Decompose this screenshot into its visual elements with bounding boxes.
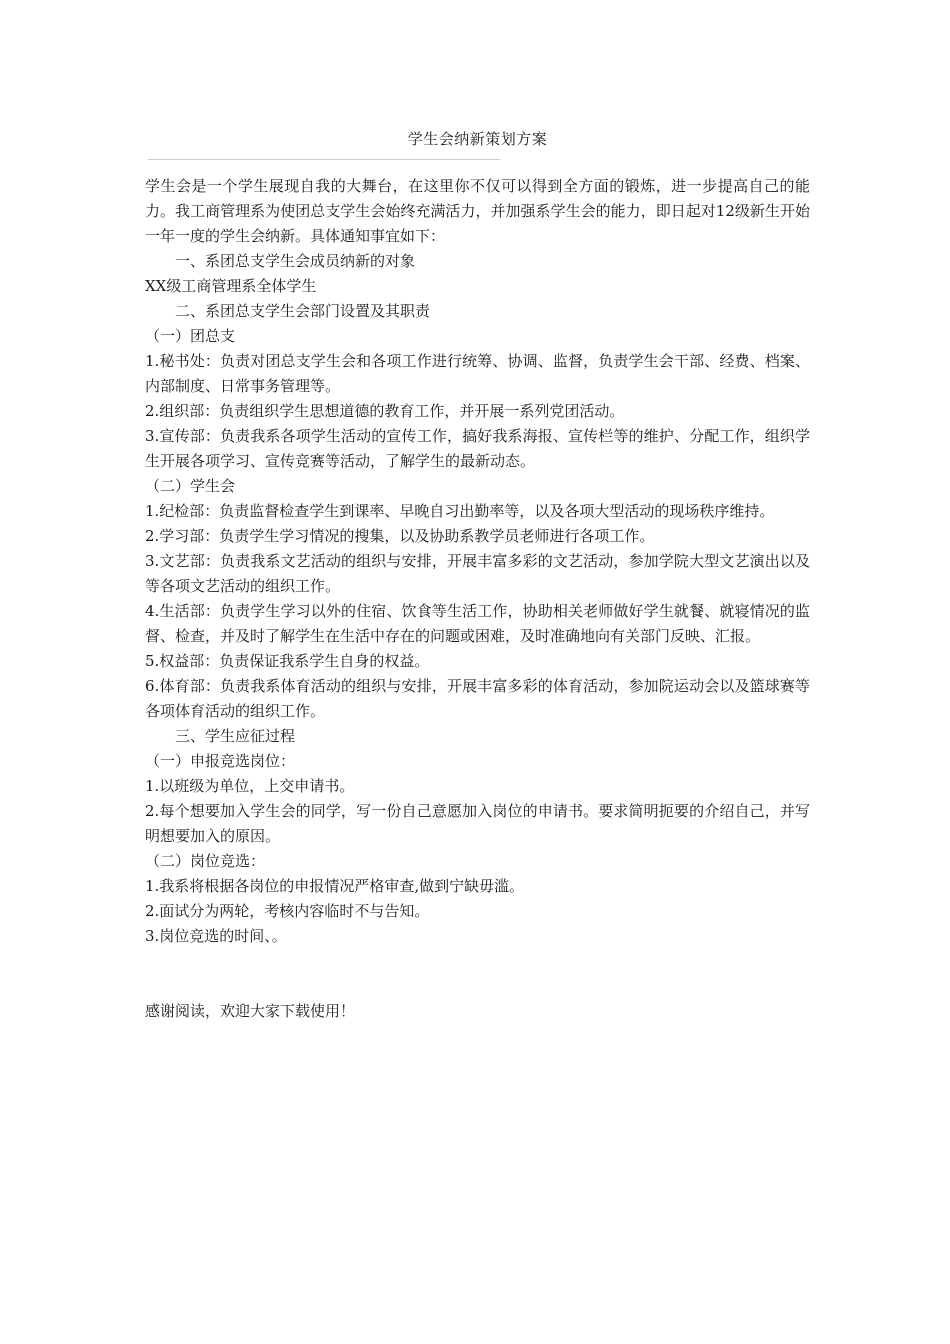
subsection-heading: （一）团总支 [145,327,236,345]
list-item: 2.学习部：负责学生学习情况的搜集，以及协助系教学员老师进行各项工作。 [145,527,655,545]
list-item: 3.宣传部：负责我系各项学生活动的宣传工作，搞好我系海报、宣传栏等的维护、分配工作，组织学生开展各项学习、宣传竞赛等活动，了解学生的最新动态。 [145,427,810,470]
list-item: 1.我系将根据各岗位的申报情况严格审查,做到宁缺毋滥。 [145,877,525,895]
list-item: 2.面试分为两轮，考核内容临时不与告知。 [145,902,430,920]
list-item: 1.以班级为单位，上交申请书。 [145,777,355,795]
document-title: 学生会纳新策划方案 [407,130,548,148]
section-heading: 二、系团总支学生会部门设置及其职责 [175,302,431,320]
list-item: 5.权益部：负责保证我系学生自身的权益。 [145,652,430,670]
subsection-heading: （一）申报竞选岗位： [145,752,296,770]
section-heading: 三、学生应征过程 [175,727,296,745]
closing-note: 感谢阅读，欢迎大家下载使用！ [145,1002,356,1020]
paragraph: XX级工商管理系全体学生 [145,277,317,295]
list-item: 3.文艺部：负责我系文艺活动的组织与安排，开展丰富多彩的文艺活动，参加学院大型文艺演出以及等各项文艺活动的组织工作。 [145,552,810,595]
list-item: 2.组织部：负责组织学生思想道德的教育工作，并开展一系列党团活动。 [145,402,625,420]
list-item: 3.岗位竞选的时间、。 [145,927,287,945]
title-divider: ————————————————————————————————————————————— [148,152,501,167]
list-item: 6.体育部：负责我系体育活动的组织与安排，开展丰富多彩的体育活动，参加院运动会以及篮球赛等各项体育活动的组织工作。 [145,677,810,720]
document-body [145,174,810,1024]
section-heading: 一、系团总支学生会成员纳新的对象 [175,252,416,270]
list-item: 1.纪检部：负责监督检查学生到课率、早晚自习出勤率等，以及各项大型活动的现场秩序维持。 [145,502,775,520]
subsection-heading: （二）学生会 [145,477,236,495]
list-item: 2.每个想要加入学生会的同学，写一份自己意愿加入岗位的申请书。要求简明扼要的介绍自己，并写明想要加入的原因。 [145,802,810,845]
list-item: 4.生活部：负责学生学习以外的住宿、饮食等生活工作，协助相关老师做好学生就餐、就寝情况的监督、检查，并及时了解学生在生活中存在的问题或困难，及时准确地向有关部门反映、汇报。 [145,602,810,645]
blank-space [145,949,810,999]
list-item: 1.秘书处：负责对团总支学生会和各项工作进行统筹、协调、监督，负责学生会干部、经费、档案、内部制度、日常事务管理等。 [145,352,810,395]
subsection-heading: （二）岗位竞选： [145,852,266,870]
paragraph: 学生会是一个学生展现自我的大舞台，在这里你不仅可以得到全方面的锻炼，进一步提高自己的能力。我工商管理系为使团总支学生会始终充满活力，并加强系学生会的能力，即日起对12级新生开始一年一度的学生会纳新。具体通知事宜如下： [145,177,810,245]
